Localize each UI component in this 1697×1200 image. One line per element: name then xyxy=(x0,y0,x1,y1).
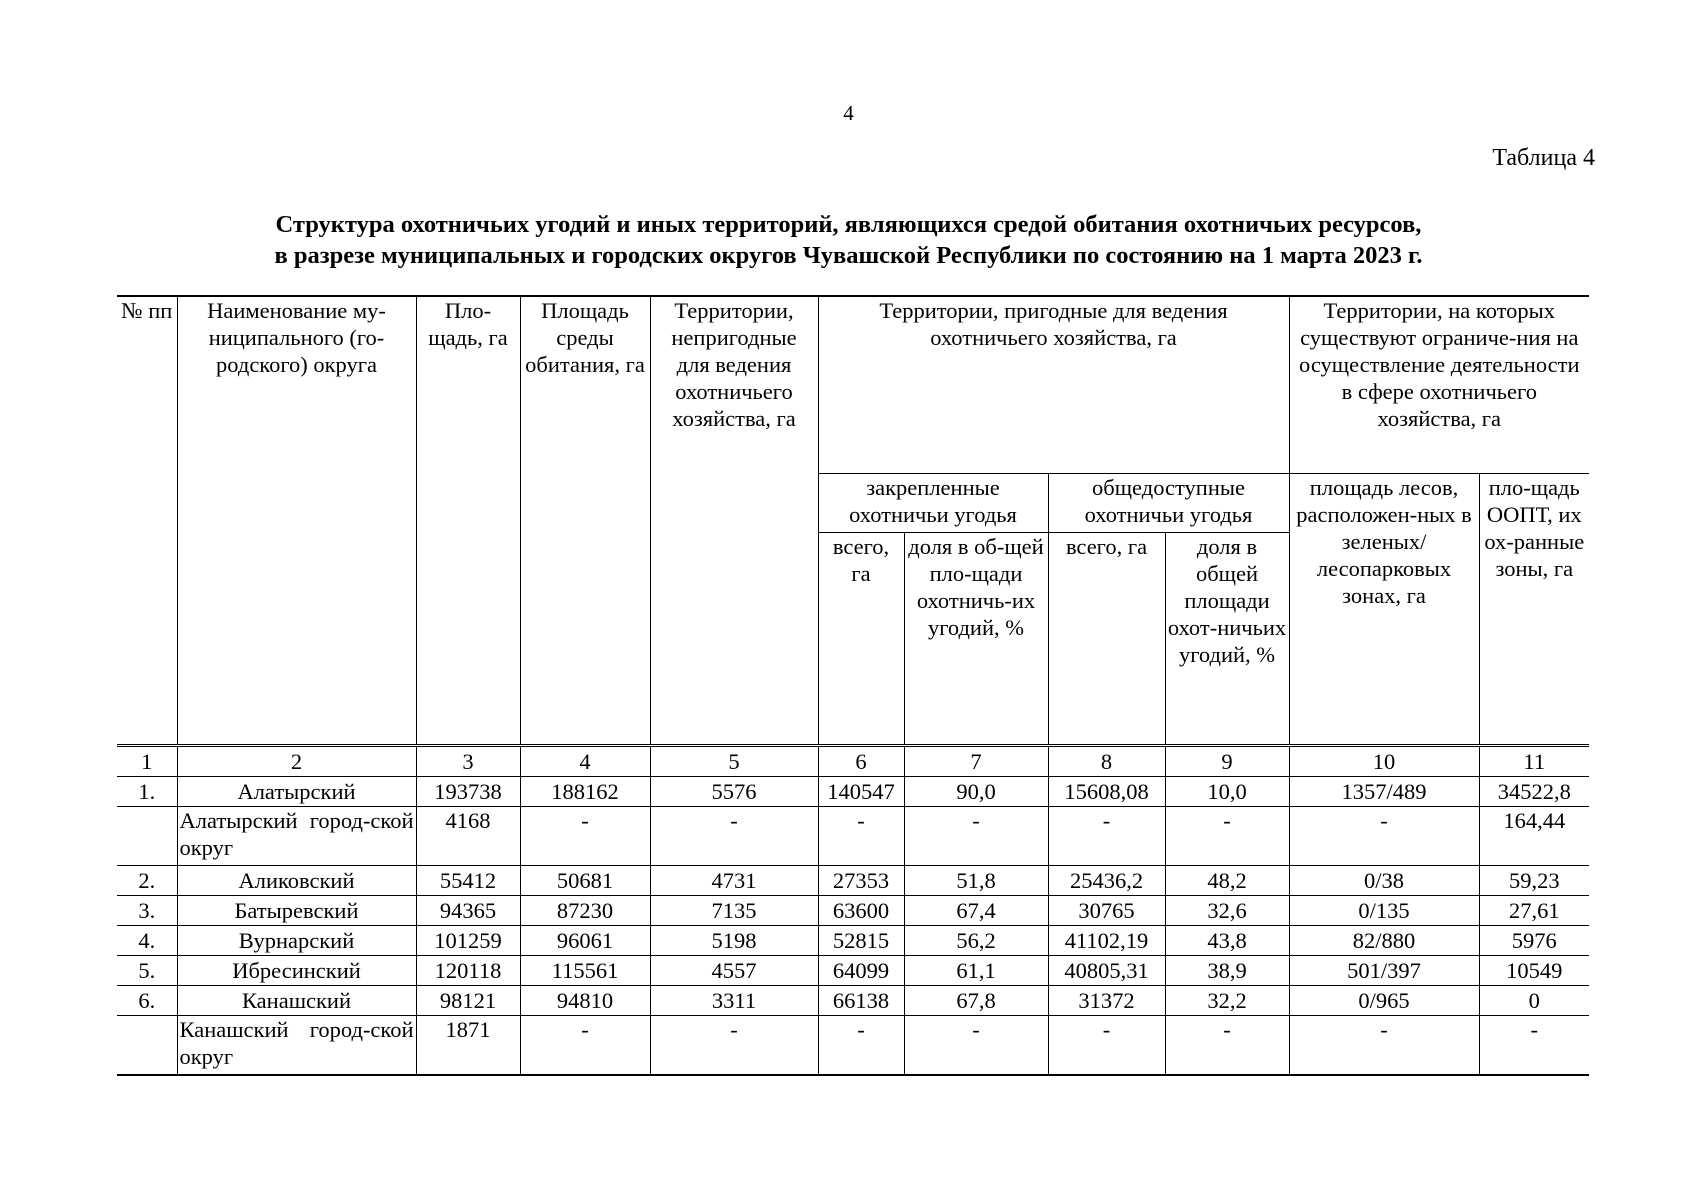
header-col-3: Пло-щадь, га xyxy=(416,296,520,746)
table-cell: 50681 xyxy=(520,866,650,896)
table-cell: - xyxy=(1165,807,1289,866)
table-cell: 82/880 xyxy=(1289,926,1479,956)
header-col-2: Наименование му-ниципального (го-родского) округа xyxy=(177,296,416,746)
table-cell: 5198 xyxy=(650,926,818,956)
table-cell: - xyxy=(1048,1016,1165,1076)
row-number-cell: 4. xyxy=(117,926,177,956)
table-cell: 10549 xyxy=(1479,956,1589,986)
table-cell: 5976 xyxy=(1479,926,1589,956)
column-number-cell: 7 xyxy=(904,746,1048,777)
header-restricted-territories: Территории, на которых существуют ограниче-ния на осуществление деятельности в сфере охотничьего хозяйства, га xyxy=(1289,296,1589,474)
table-cell: - xyxy=(520,1016,650,1076)
column-number-cell: 5 xyxy=(650,746,818,777)
table-cell: 30765 xyxy=(1048,896,1165,926)
table-cell: 4557 xyxy=(650,956,818,986)
table-cell: - xyxy=(1289,807,1479,866)
table-cell: 67,8 xyxy=(904,986,1048,1016)
table-row xyxy=(117,896,1589,926)
table-row xyxy=(117,807,1589,866)
title-line-1: Структура охотничьих угодий и иных территорий, являющихся средой обитания охотничьих ресурсов, xyxy=(275,211,1422,238)
table-cell: 90,0 xyxy=(904,777,1048,807)
table-cell: 67,4 xyxy=(904,896,1048,926)
header-col-9: доля в общей площади охот-ничьих угодий, % xyxy=(1165,533,1289,746)
table-cell: 193738 xyxy=(416,777,520,807)
table-cell: 61,1 xyxy=(904,956,1048,986)
table-cell: 34522,8 xyxy=(1479,777,1589,807)
column-number-cell: 6 xyxy=(818,746,904,777)
table-cell: 101259 xyxy=(416,926,520,956)
column-number-cell: 10 xyxy=(1289,746,1479,777)
header-col-4: Площадь среды обитания, га xyxy=(520,296,650,746)
district-name-cell: Канашский город-ской округ xyxy=(177,1016,416,1076)
table-cell: - xyxy=(650,1016,818,1076)
table-cell: 63600 xyxy=(818,896,904,926)
column-number-cell: 2 xyxy=(177,746,416,777)
table-cell: 501/397 xyxy=(1289,956,1479,986)
table-cell: 51,8 xyxy=(904,866,1048,896)
table-cell: 15608,08 xyxy=(1048,777,1165,807)
table-cell: 87230 xyxy=(520,896,650,926)
column-number-cell: 11 xyxy=(1479,746,1589,777)
table-cell: 0 xyxy=(1479,986,1589,1016)
table-cell: 64099 xyxy=(818,956,904,986)
table-cell: 48,2 xyxy=(1165,866,1289,896)
table-cell: 1871 xyxy=(416,1016,520,1076)
table-cell: - xyxy=(650,807,818,866)
table-cell: 120118 xyxy=(416,956,520,986)
district-name-cell: Вурнарский xyxy=(177,926,416,956)
header-col-6: всего, га xyxy=(818,533,904,746)
table-cell: 0/38 xyxy=(1289,866,1479,896)
table-cell: - xyxy=(904,807,1048,866)
row-number-cell: 5. xyxy=(117,956,177,986)
row-number-cell: 3. xyxy=(117,896,177,926)
table-cell: 94810 xyxy=(520,986,650,1016)
table-cell: - xyxy=(1048,807,1165,866)
table-cell: 56,2 xyxy=(904,926,1048,956)
table-cell: - xyxy=(1479,1016,1589,1076)
table-cell: - xyxy=(520,807,650,866)
table-cell: 5576 xyxy=(650,777,818,807)
table-cell: - xyxy=(818,1016,904,1076)
row-number-cell: 6. xyxy=(117,986,177,1016)
table-cell: - xyxy=(1165,1016,1289,1076)
table-cell: 10,0 xyxy=(1165,777,1289,807)
table-cell: - xyxy=(904,1016,1048,1076)
table-row xyxy=(117,866,1589,896)
table-cell: 32,2 xyxy=(1165,986,1289,1016)
column-number-cell: 8 xyxy=(1048,746,1165,777)
table-row xyxy=(117,956,1589,986)
table-row xyxy=(117,986,1589,1016)
header-suitable-territories: Территории, пригодные для ведения охотничьего хозяйства, га xyxy=(818,296,1289,474)
table-cell: 140547 xyxy=(818,777,904,807)
table-cell: 115561 xyxy=(520,956,650,986)
table-cell: 7135 xyxy=(650,896,818,926)
header-col-10: площадь лесов, расположен-ных в зеленых/ лесопарковых зонах, га xyxy=(1289,474,1479,746)
table-row xyxy=(117,777,1589,807)
table-cell: 1357/489 xyxy=(1289,777,1479,807)
table-cell: 55412 xyxy=(416,866,520,896)
table-cell: 40805,31 xyxy=(1048,956,1165,986)
table-cell: 164,44 xyxy=(1479,807,1589,866)
header-col-8: всего, га xyxy=(1048,533,1165,746)
header-col-5: Территории, непригодные для ведения охотничьего хозяйства, га xyxy=(650,296,818,746)
hunting-grounds-table xyxy=(117,295,1589,1076)
header-public-grounds: общедоступные охотничьи угодья xyxy=(1048,474,1289,533)
table-cell: 0/965 xyxy=(1289,986,1479,1016)
table-row xyxy=(117,926,1589,956)
table-cell: - xyxy=(1289,1016,1479,1076)
table-cell: 27353 xyxy=(818,866,904,896)
table-row xyxy=(117,1016,1589,1076)
district-name-cell: Аликовский xyxy=(177,866,416,896)
table-caption: Таблица 4 xyxy=(1492,145,1595,171)
district-name-cell: Ибресинский xyxy=(177,956,416,986)
column-number-cell: 1 xyxy=(117,746,177,777)
header-col-1: № пп xyxy=(117,296,177,746)
header-row-1 xyxy=(117,296,1589,474)
table-cell: 188162 xyxy=(520,777,650,807)
table-cell: 4731 xyxy=(650,866,818,896)
table-cell: 3311 xyxy=(650,986,818,1016)
district-name-cell: Алатырский xyxy=(177,777,416,807)
table-cell: 66138 xyxy=(818,986,904,1016)
row-number-cell xyxy=(117,1016,177,1076)
table-cell: - xyxy=(818,807,904,866)
district-name-cell: Батыревский xyxy=(177,896,416,926)
title-line-2: в разрезе муниципальных и городских округов Чувашской Республики по состоянию на 1 марта 2023 г. xyxy=(274,242,1423,269)
column-number-cell: 4 xyxy=(520,746,650,777)
row-number-cell: 2. xyxy=(117,866,177,896)
table-cell: 31372 xyxy=(1048,986,1165,1016)
district-name-cell: Канашский xyxy=(177,986,416,1016)
page-number: 4 xyxy=(843,101,854,125)
header-col-7: доля в об-щей пло-щади охотничь-их угодий, % xyxy=(904,533,1048,746)
document-title xyxy=(110,209,1587,271)
table-cell: 32,6 xyxy=(1165,896,1289,926)
column-number-row xyxy=(117,746,1589,777)
table-cell: 43,8 xyxy=(1165,926,1289,956)
column-number-cell: 9 xyxy=(1165,746,1289,777)
table-cell: 94365 xyxy=(416,896,520,926)
table-cell: 38,9 xyxy=(1165,956,1289,986)
table-body xyxy=(117,777,1589,1076)
row-number-cell: 1. xyxy=(117,777,177,807)
header-col-11: пло-щадь ООПТ, их ох-ранные зоны, га xyxy=(1479,474,1589,746)
column-number-cell: 3 xyxy=(416,746,520,777)
district-name-cell: Алатырский город-ской округ xyxy=(177,807,416,866)
table-cell: 52815 xyxy=(818,926,904,956)
header-assigned-grounds: закрепленные охотничьи угодья xyxy=(818,474,1048,533)
row-number-cell xyxy=(117,807,177,866)
table-cell: 4168 xyxy=(416,807,520,866)
table-cell: 41102,19 xyxy=(1048,926,1165,956)
table-cell: 96061 xyxy=(520,926,650,956)
table-cell: 59,23 xyxy=(1479,866,1589,896)
table-cell: 98121 xyxy=(416,986,520,1016)
table-cell: 0/135 xyxy=(1289,896,1479,926)
table-cell: 25436,2 xyxy=(1048,866,1165,896)
table-cell: 27,61 xyxy=(1479,896,1589,926)
